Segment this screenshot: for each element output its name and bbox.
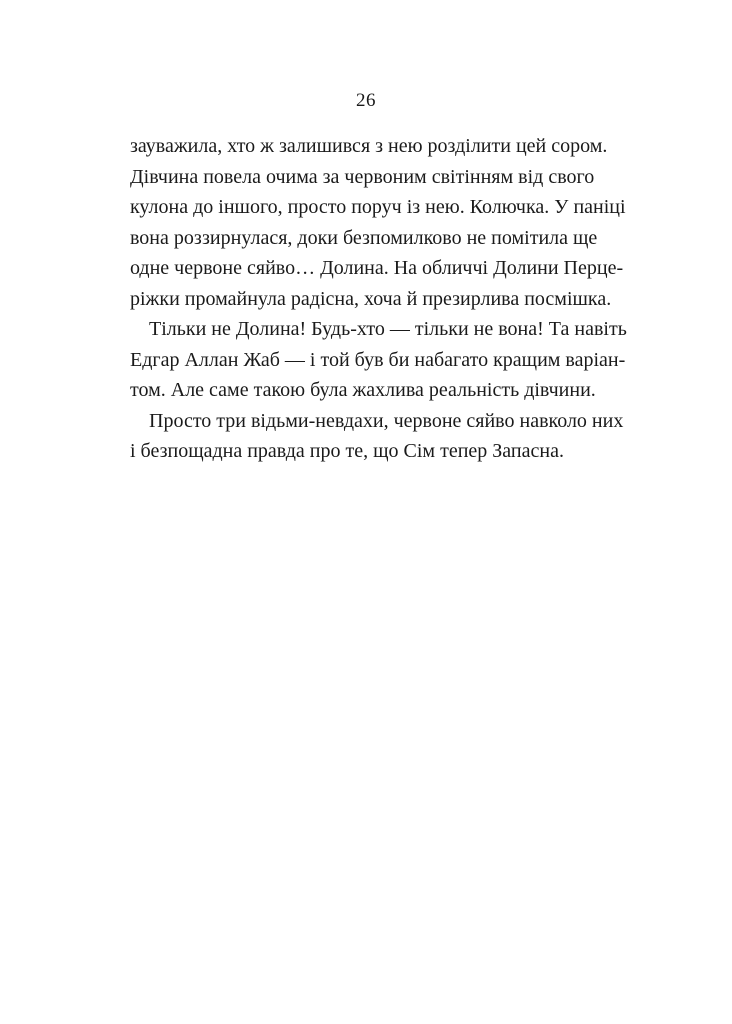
text-line: Едгар Аллан Жаб — і той був би набагато кращим варіан- [130, 348, 626, 371]
text-line: Тільки не Долина! Будь-хто — тільки не вона! Та навіть [149, 318, 627, 340]
text-line: Дівчина повела очима за червоним світінням від свого [130, 165, 595, 188]
text-line: ріжки промайнула радісна, хоча й презирлива посмішка. [130, 287, 612, 310]
text-line: зауважила, хто ж залишився з нею розділити цей сором. [130, 135, 608, 157]
text-line: одне червоне сяйво… Долина. На обличчі Долини Перце- [130, 257, 624, 279]
page-number: 26 [356, 90, 376, 111]
text-line: том. Але саме такою була жахлива реальність дівчини. [130, 379, 596, 401]
text-line: кулона до іншого, просто поруч із нею. Колючка. У паніці [130, 196, 626, 218]
text-line: і безпощадна правда про те, що Сім тепер Запасна. [130, 440, 564, 462]
text-line: вона роззирнулася, доки безпомилково не помітила ще [130, 226, 598, 249]
body-text [130, 131, 627, 467]
text-line: Просто три відьми-невдахи, червоне сяйво навколо них [149, 409, 624, 432]
